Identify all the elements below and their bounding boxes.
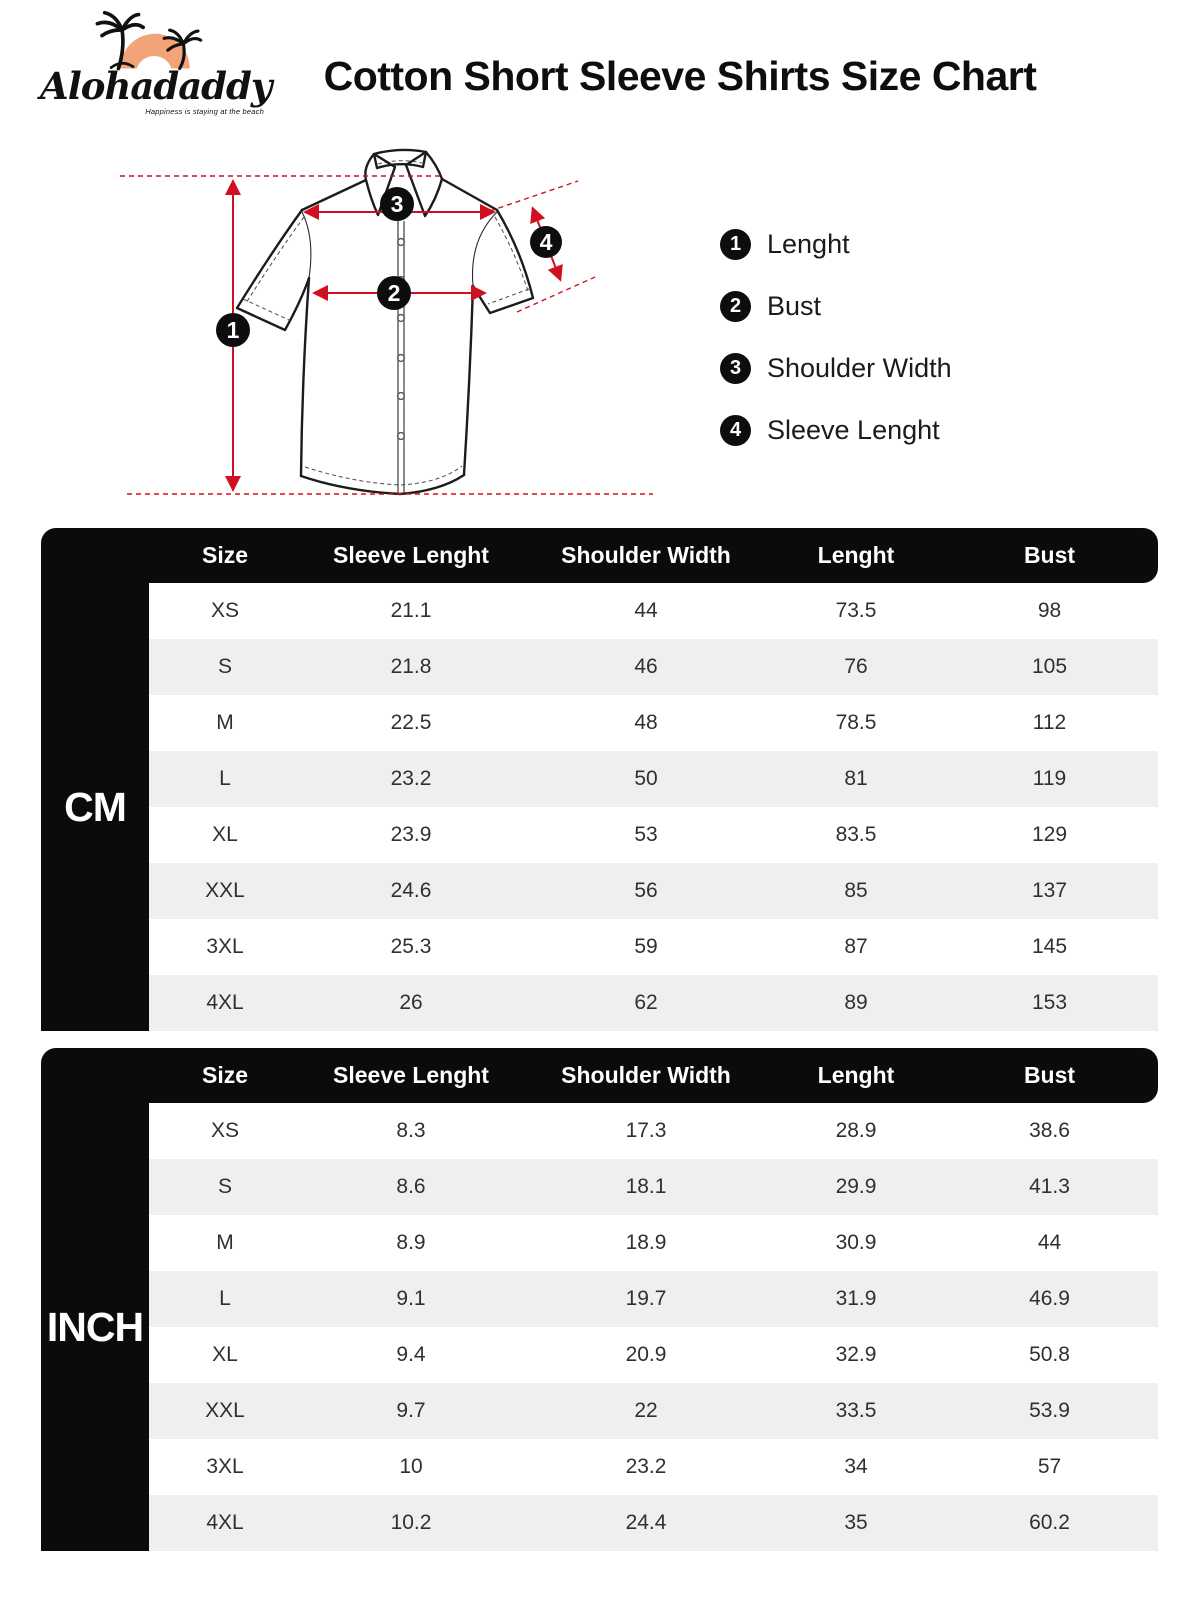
shirt-buttons [398,239,405,440]
value-cell: 53.9 [1029,1399,1070,1422]
size-cell: M [216,711,234,734]
value-cell: 20.9 [625,1343,667,1366]
legend-item-length [720,228,952,260]
value-cell: 119 [1032,767,1067,790]
table-row [149,1159,1158,1215]
value-cell: 41.3 [1029,1175,1070,1198]
table-row [149,1215,1158,1271]
value-cell: 18.1 [625,1175,667,1198]
value-cell: 50 [634,767,658,790]
size-table-inch [41,1048,1158,1551]
value-cell: 10.2 [390,1511,432,1534]
table-row [149,695,1158,751]
value-cell: 24.6 [390,879,432,902]
table-row [149,975,1158,1031]
size-cell: M [216,1231,234,1254]
legend-label: Bust [767,290,822,321]
value-cell: 8.3 [396,1119,426,1142]
table-row [149,639,1158,695]
value-cell: 57 [1037,1455,1062,1478]
col-header-length: Lenght [817,542,895,568]
value-cell: 8.9 [396,1231,426,1254]
value-cell: 112 [1032,711,1067,734]
size-cell: L [219,767,231,790]
callout-3-badge [380,187,414,221]
callout-1-badge [216,313,250,347]
value-cell: 46 [634,655,658,678]
size-cell: XL [212,1343,238,1366]
measurement-lines [120,176,653,494]
value-cell: 23.2 [390,767,432,790]
legend-badge-4: 4 [720,415,751,446]
legend-badge-1: 1 [720,229,751,260]
size-cell: 4XL [206,1511,244,1534]
col-header-bust: Bust [1023,1062,1076,1088]
value-cell: 56 [634,879,658,902]
table-header-inch [41,1048,1158,1103]
value-cell: 44 [1037,1231,1062,1254]
value-cell: 23.9 [390,823,432,846]
svg-text:3: 3 [390,191,404,217]
callout-4-badge [530,226,562,258]
value-cell: 10 [399,1455,423,1478]
size-cell: L [219,1287,231,1310]
value-cell: 83.5 [835,823,877,846]
size-cell: S [217,655,232,678]
size-cell: XL [212,823,238,846]
table-rows-inch [149,1103,1158,1551]
size-cell: S [217,1175,232,1198]
svg-text:4: 4 [539,229,553,255]
table-row [149,1439,1158,1495]
size-cell: XS [210,599,239,622]
legend-label: Lenght [767,228,850,259]
legend-item-sleeve-length [720,414,952,446]
value-cell: 60.2 [1029,1511,1070,1534]
col-header-sleeve-length: Sleeve Lenght [333,1062,489,1088]
col-header-size: Size [201,1062,249,1088]
value-cell: 76 [844,655,868,678]
value-cell: 25.3 [390,935,432,958]
value-cell: 78.5 [835,711,877,734]
value-cell: 17.3 [625,1119,667,1142]
value-cell: 46.9 [1029,1287,1070,1310]
value-cell: 29.9 [835,1175,877,1198]
value-cell: 28.9 [835,1119,877,1142]
value-cell: 23.2 [625,1455,667,1478]
value-cell: 85 [844,879,868,902]
value-cell: 62 [634,991,658,1014]
value-cell: 33.5 [835,1399,877,1422]
size-table-cm [41,528,1158,1031]
value-cell: 50.8 [1029,1343,1070,1366]
table-row [149,1327,1158,1383]
svg-text:1: 1 [226,317,240,343]
value-cell: 145 [1031,935,1068,958]
table-row [149,807,1158,863]
col-header-size: Size [201,542,249,568]
unit-label-inch: INCH [41,1085,149,1551]
unit-label-cm: CM [41,565,149,1031]
value-cell: 9.4 [396,1343,426,1366]
value-cell: 32.9 [835,1343,877,1366]
value-cell: 44 [634,599,658,622]
value-cell: 59 [634,935,658,958]
table-row [149,863,1158,919]
value-cell: 22.5 [390,711,432,734]
value-cell: 9.1 [396,1287,426,1310]
col-header-shoulder-width: Shoulder Width [561,1062,731,1088]
legend-item-bust [720,290,952,322]
value-cell: 35 [844,1511,868,1534]
value-cell: 18.9 [625,1231,667,1254]
table-row [149,583,1158,639]
value-cell: 105 [1031,655,1068,678]
value-cell: 98 [1037,599,1062,622]
shirt-measurement-diagram [105,138,685,506]
table-row [149,919,1158,975]
value-cell: 153 [1031,991,1068,1014]
value-cell: 129 [1031,823,1068,846]
value-cell: 89 [844,991,868,1014]
value-cell: 48 [634,711,658,734]
size-cell: XXL [205,1399,245,1422]
col-header-length: Lenght [817,1062,895,1088]
size-cell: XXL [205,879,245,902]
size-cell: 3XL [206,935,244,958]
value-cell: 34 [844,1455,868,1478]
brand-logo [40,10,270,116]
legend-label: Sleeve Lenght [767,414,940,445]
value-cell: 24.4 [625,1511,667,1534]
value-cell: 26 [399,991,423,1014]
value-cell: 21.8 [390,655,432,678]
legend-badge-2: 2 [720,291,751,322]
value-cell: 87 [844,935,868,958]
value-cell: 53 [634,823,658,846]
table-header-cm [41,528,1158,583]
brand-name: Alohadaddy [40,64,272,108]
value-cell: 73.5 [835,599,877,622]
size-cell: XS [210,1119,239,1142]
col-header-shoulder-width: Shoulder Width [561,542,731,568]
table-row [149,1383,1158,1439]
size-cell: 4XL [206,991,244,1014]
brand-tagline: Happiness is staying at the beach [145,107,264,116]
value-cell: 137 [1031,879,1068,902]
table-row [149,1495,1158,1551]
value-cell: 38.6 [1029,1119,1070,1142]
table-row [149,1271,1158,1327]
legend-label: Shoulder Width [767,352,952,383]
value-cell: 81 [844,767,868,790]
value-cell: 19.7 [625,1287,667,1310]
table-row [149,751,1158,807]
value-cell: 30.9 [835,1231,877,1254]
table-rows-cm [149,583,1158,1031]
value-cell: 8.6 [396,1175,426,1198]
measurement-legend [720,228,952,476]
value-cell: 22 [634,1399,658,1422]
size-cell: 3XL [206,1455,244,1478]
callout-2-badge [377,276,411,310]
value-cell: 9.7 [396,1399,426,1422]
table-row [149,1103,1158,1159]
value-cell: 31.9 [835,1287,877,1310]
value-cell: 21.1 [390,599,432,622]
col-header-sleeve-length: Sleeve Lenght [333,542,489,568]
col-header-bust: Bust [1023,542,1076,568]
svg-text:2: 2 [387,280,401,306]
legend-badge-3: 3 [720,353,751,384]
legend-item-shoulder-width [720,352,952,384]
page-title: Cotton Short Sleeve Shirts Size Chart [323,53,1037,99]
